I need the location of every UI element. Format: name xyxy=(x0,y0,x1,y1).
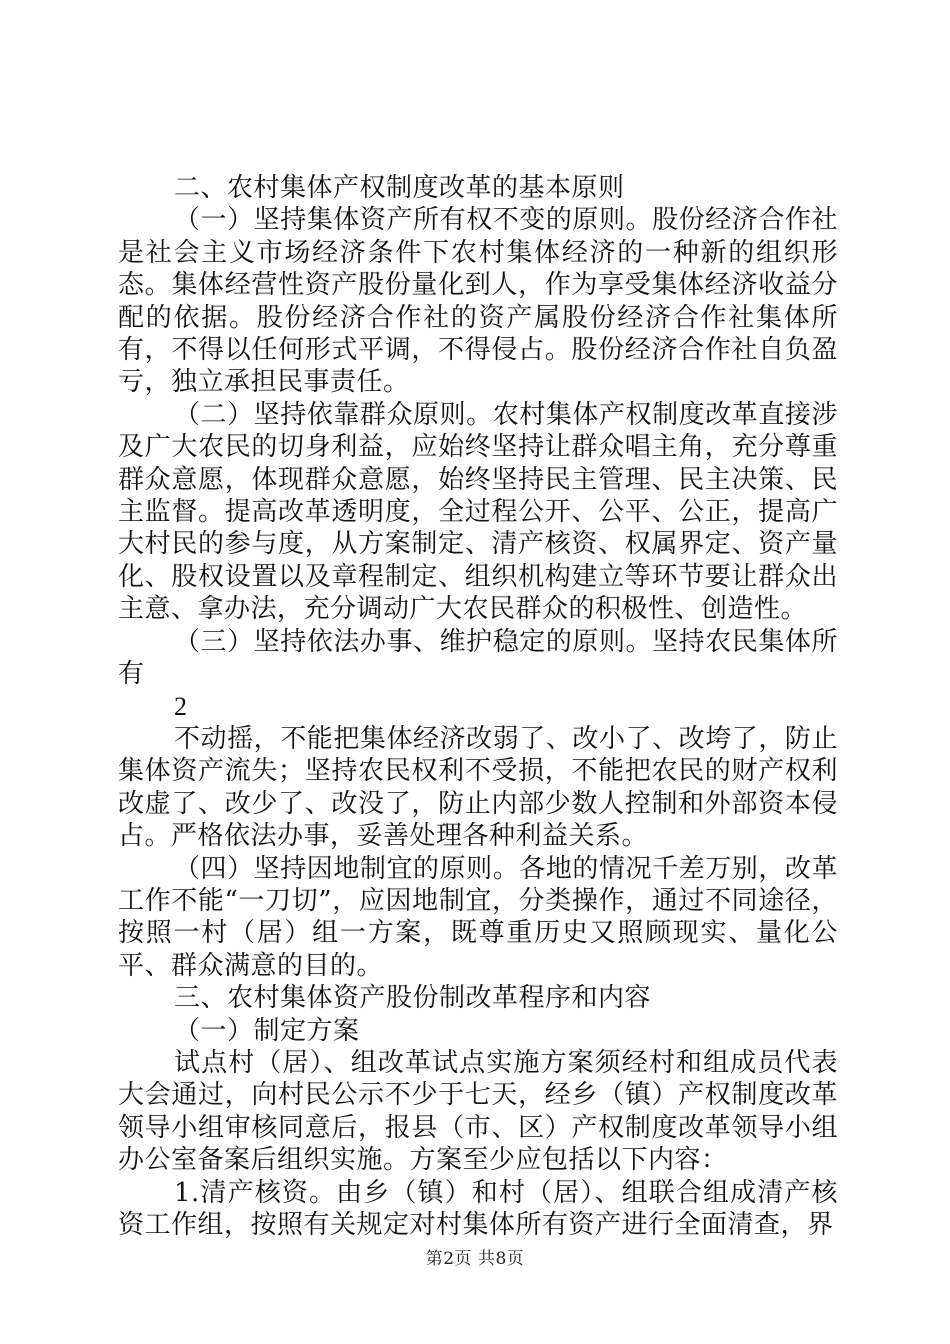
section-heading-basic-principles: 二、农村集体产权制度改革的基本原则 xyxy=(174,173,625,203)
paragraph-principle-3: （三）坚持依法办事、维护稳定的原则。坚持农民集体所有 xyxy=(118,626,838,690)
paragraph-plan-content: 试点村（居）、组改革试点实施方案须经村和组成员代表大会通过，向村民公示不少于七天，经乡（镇）产权制度改革领导小组审核同意后，报县（市、区）产权制度改革领导小组办公室备案后组织实施。方案至少应包括以下内容： xyxy=(118,1047,838,1176)
paragraph-asset-verification: 1.清产核资。由乡（镇）和村（居）、组联合组成清产核资工作组，按照有关规定对村集体所有资产进行全面清查，界 xyxy=(118,1177,838,1240)
paragraph-principle-2: （二）坚持依靠群众原则。农村集体产权制度改革直接涉及广大农民的切身利益，应始终坚持让群众唱主角，充分尊重群众意愿，体现群众意愿，始终坚持民主管理、民主决策、民主监督。提高改革透明度，全过程公开、公平、公正，提高广大村民的参与度，从方案制定、清产核资、权属界定、资产量化、股权设置以及章程制定、组织机构建立等环节要让群众出主意、拿办法，充分调动广大农民群众的积极性、创造性。 xyxy=(118,399,838,625)
paragraph-principle-3-continued: 不动摇，不能把集体经济改弱了、改小了、改垮了，防止集体资产流失；坚持农民权利不受损，不能把农民的财产权利改虚了、改少了、改没了，防止内部少数人控制和外部资本侵占。严格依法办事，妥善处理各种利益关系。 xyxy=(118,723,838,852)
subheading-make-plan: （一）制定方案 xyxy=(174,1015,360,1046)
section-heading-procedure: 三、农村集体资产股份制改革程序和内容 xyxy=(174,983,652,1014)
paragraph-principle-4: （四）坚持因地制宜的原则。各地的情况千差万别，改革工作不能“一刀切”，应因地制宜，分类操作，通过不同途径，按照一村（居）组一方案，既尊重历史又照顾现实、量化公平、群众满意的目的。 xyxy=(118,853,838,981)
page-footer: 第2页 共8页 xyxy=(425,1249,525,1269)
inline-page-number: 2 xyxy=(174,691,188,721)
paragraph-principle-1: （一）坚持集体资产所有权不变的原则。股份经济合作社是社会主义市场经济条件下农村集体经济的一种新的组织形态。集体经营性资产股份量化到人，作为享受集体经济收益分配的依据。股份经济合作社的资产属股份经济合作社集体所有，不得以任何形式平调，不得侵占。股份经济合作社自负盈亏，独立承担民事责任。 xyxy=(118,205,838,398)
document-body xyxy=(118,172,838,1241)
